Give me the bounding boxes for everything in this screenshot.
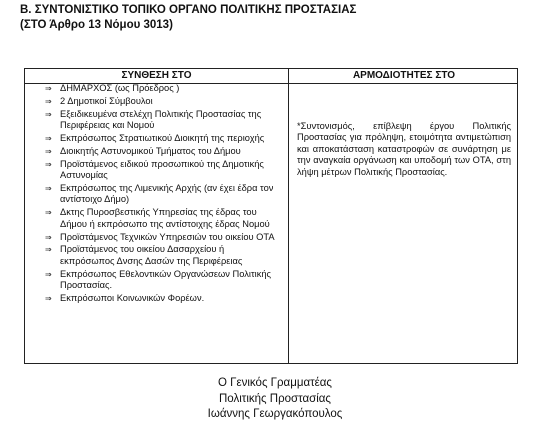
arrow-bullet-icon: ⇒ bbox=[45, 84, 52, 93]
signature-title: Ο Γενικός Γραμματέας bbox=[218, 377, 332, 389]
list-item-text: Εκπρόσωποι Κοινωνικών Φορέων. bbox=[60, 293, 205, 304]
list-item bbox=[45, 133, 281, 145]
list-item bbox=[45, 244, 281, 267]
list-item bbox=[45, 96, 281, 108]
list-item bbox=[45, 109, 281, 132]
arrow-bullet-icon: ⇒ bbox=[45, 109, 52, 119]
arrow-bullet-icon: ⇒ bbox=[45, 183, 52, 193]
list-item-text: Διοικητής Αστυνομικού Τμήματος του Δήμου bbox=[60, 145, 241, 156]
arrow-bullet-icon: ⇒ bbox=[45, 269, 52, 279]
list-item-text: Εκπρόσωπος Στρατιωτικού Διοικητή της περιοχής bbox=[60, 132, 265, 143]
responsibilities-text: *Συντονισμός, επίβλεψη έργου Πολιτικής Προστασίας για πρόληψη, ετοιμότητα αντιμετώπιση και αποκατάσταση καταστροφών σε συνάρτηση με την αναγκαία οργάνωση και υποδομή των ΟΤΑ, στη λήψη μέτρων Πολιτικής Προστασίας. bbox=[297, 121, 511, 177]
arrow-bullet-icon: ⇒ bbox=[45, 159, 52, 169]
signature-office: Πολιτικής Προστασίας bbox=[219, 392, 331, 405]
arrow-bullet-icon: ⇒ bbox=[45, 146, 52, 156]
header-composition: ΣΥΝΘΕΣΗ ΣΤΟ bbox=[121, 70, 192, 81]
list-item-text: Εκπρόσωπος Εθελοντικών Οργανώσεων Πολιτικής Προστασίας. bbox=[60, 268, 271, 291]
arrow-bullet-icon: ⇒ bbox=[45, 133, 52, 143]
document-heading bbox=[20, 3, 545, 33]
list-item-text: Προϊστάμενος Τεχνικών Υπηρεσιών του οικείου ΟΤΑ bbox=[60, 231, 275, 242]
composition-responsibilities-table bbox=[24, 68, 518, 364]
header-responsibilities: ΑΡΜΟΔΙΟΤΗΤΕΣ ΣΤΟ bbox=[352, 70, 456, 81]
list-item bbox=[45, 146, 281, 158]
list-item-text: Προϊστάμενος του οικείου Δασαρχείου ή εκπρόσωπος Δνσης Δασών της Περιφέρειας bbox=[60, 244, 243, 266]
arrow-bullet-icon: ⇒ bbox=[45, 294, 52, 304]
column-divider bbox=[288, 69, 289, 363]
arrow-bullet-icon: ⇒ bbox=[45, 232, 52, 242]
list-item bbox=[45, 183, 281, 206]
composition-list bbox=[45, 83, 281, 306]
list-item-text: Εκπρόσωπος της Λιμενικής Αρχής (αν έχει έδρα τον αντίστοιχο Δήμο) bbox=[60, 182, 274, 205]
list-item bbox=[45, 293, 281, 305]
signature-block bbox=[150, 376, 400, 423]
list-item bbox=[45, 232, 281, 244]
list-item-text: 2 Δημοτικοί Σύμβουλοι bbox=[60, 95, 153, 106]
heading-subtitle: (ΣΤΟ Άρθρο 13 Νόμου 3013) bbox=[20, 19, 173, 31]
arrow-bullet-icon: ⇒ bbox=[45, 245, 52, 255]
list-item-text: Προϊστάμενος ειδικού προσωπικού της Δημοτικής Αστυνομίας bbox=[60, 158, 264, 181]
arrow-bullet-icon: ⇒ bbox=[45, 96, 52, 106]
signature-name: Ιωάννης Γεωργακόπουλος bbox=[207, 408, 343, 420]
list-item bbox=[45, 207, 281, 230]
list-item-text: Εξειδικευμένα στελέχη Πολιτικής Προστασίας της Περιφέρειας και Νομού bbox=[60, 108, 262, 131]
list-item bbox=[45, 83, 281, 95]
heading-title: Β. ΣΥΝΤΟΝΙΣΤΙΚΟ ΤΟΠΙΚΟ ΟΡΓΑΝΟ ΠΟΛΙΤΙΚΗΣ ΠΡΟΣΤΑΣΙΑΣ bbox=[20, 4, 357, 16]
list-item-text: ΔΗΜΑΡΧΟΣ (ως Πρόεδρος ) bbox=[60, 83, 180, 93]
arrow-bullet-icon: ⇒ bbox=[45, 208, 52, 218]
list-item bbox=[45, 159, 281, 182]
list-item-text: Δκτης Πυροσβεστικής Υπηρεσίας της έδρας του Δήμου ή εκπρόσωπο της αντίστοιχης έδρας Νομού bbox=[60, 207, 270, 229]
list-item bbox=[45, 269, 281, 292]
